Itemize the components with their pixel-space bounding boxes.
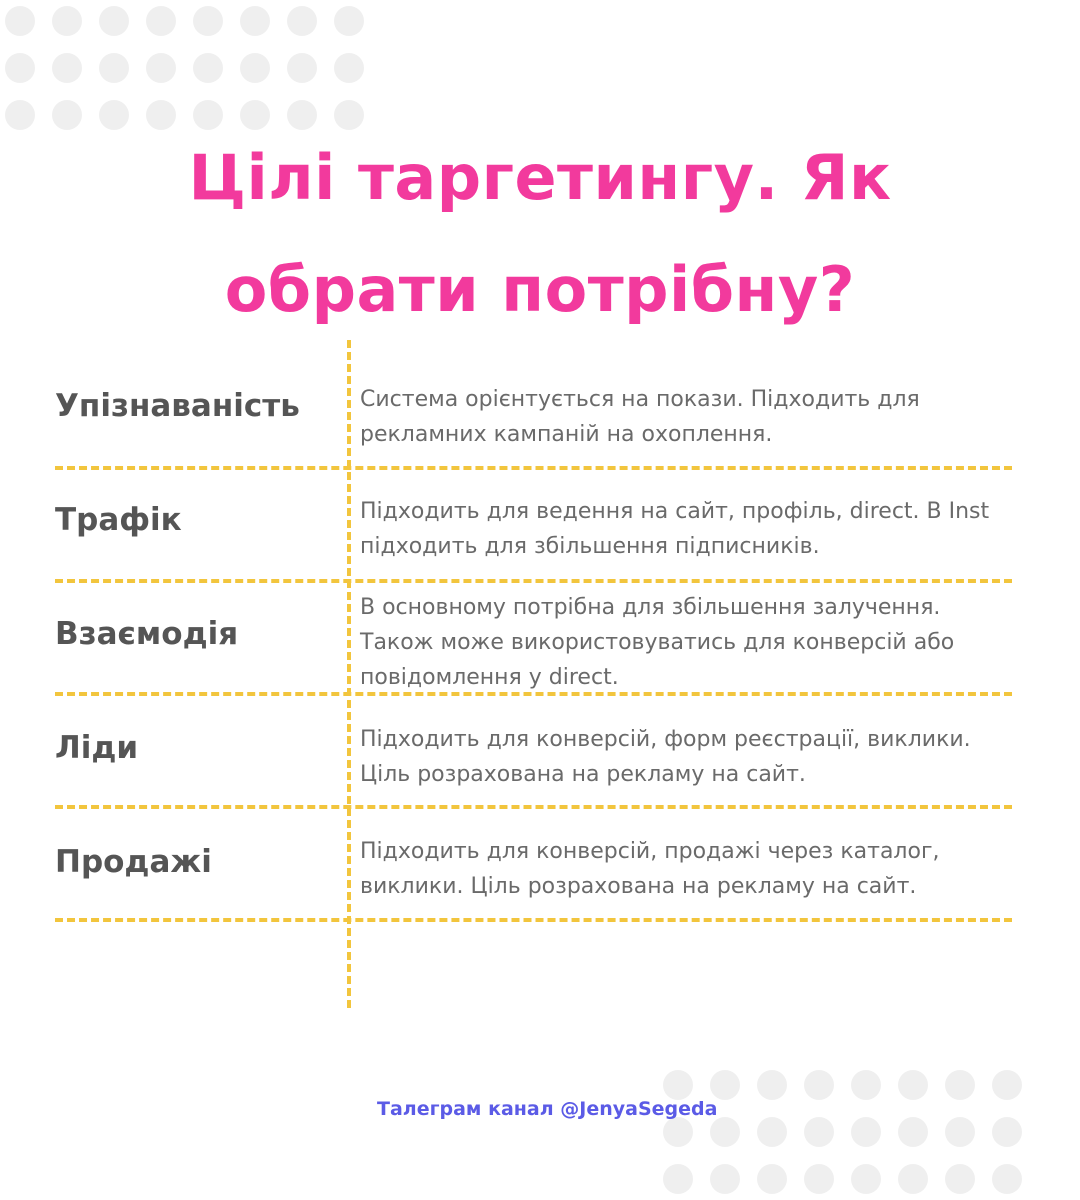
- decorative-dots-bottom-right: [663, 1070, 1022, 1194]
- row-divider: [55, 805, 1012, 809]
- telegram-channel-link[interactable]: Талеграм канал @JenyaSegeda: [377, 1098, 718, 1120]
- row-divider: [55, 692, 1012, 696]
- goal-description-sales: Підходить для конверсій, продажі через каталог, виклики. Ціль розрахована на рекламу на сайт.: [360, 839, 940, 899]
- row-divider: [55, 918, 1012, 922]
- goal-description-engagement: В основному потрібна для збільшення залучення. Також може використовуватись для конверсій або повідомлення у direct.: [360, 595, 955, 690]
- page-title-line-1: Цілі таргетингу. Як: [188, 141, 892, 214]
- row-divider: [55, 466, 1012, 470]
- table-vertical-divider: [347, 340, 351, 1008]
- goal-description-traffic: Підходить для ведення на сайт, профіль, direct. В Inst підходить для збільшення підписників.: [360, 499, 990, 559]
- goal-description-awareness: Система орієнтується на покази. Підходить для рекламних кампаній на охоплення.: [360, 387, 920, 447]
- page-title-line-2: обрати потрібну?: [224, 253, 856, 326]
- row-divider: [55, 579, 1012, 583]
- goal-name-awareness: Упізнаваність: [55, 388, 300, 424]
- goal-name-engagement: Взаємодія: [55, 616, 239, 652]
- goal-description-leads: Підходить для конверсій, форм реєстрації, виклики. Ціль розрахована на рекламу на сайт.: [360, 727, 971, 787]
- goal-name-traffic: Трафік: [55, 502, 182, 538]
- page-title: [0, 122, 1080, 346]
- decorative-dots-top-left: [5, 6, 364, 130]
- goal-name-leads: Ліди: [55, 730, 139, 766]
- goal-name-sales: Продажі: [55, 844, 212, 880]
